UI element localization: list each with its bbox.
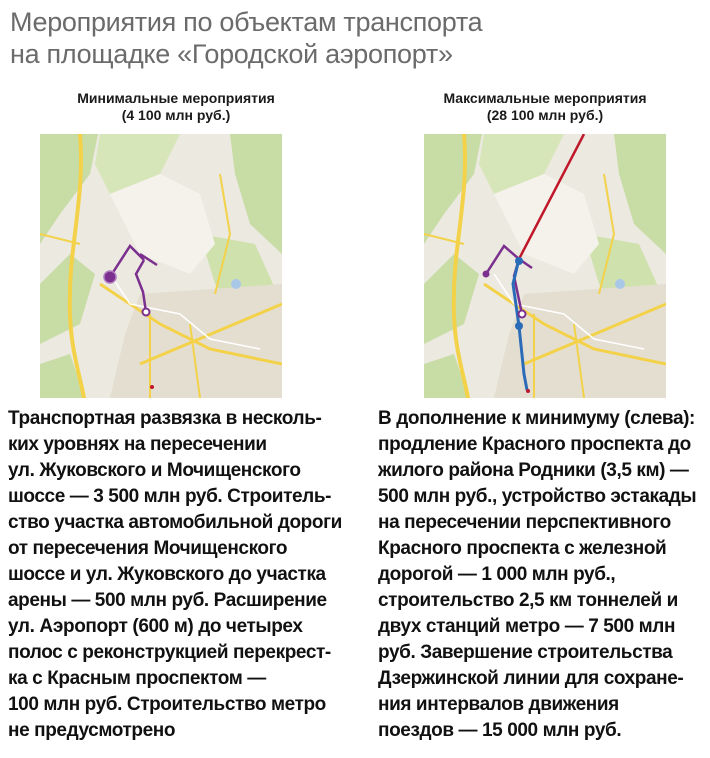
right-description-line: поездов — 15 000 млн руб. — [378, 720, 622, 741]
left-description-line: ство участка автомобильной дороги — [8, 512, 342, 533]
left-map-svg — [40, 134, 282, 398]
right-description-line: руб. Завершение строительства — [378, 642, 673, 663]
title-line-1: Мероприятия по объектам транспорта — [10, 7, 483, 37]
right-description-line: строительство 2,5 км тоннелей и — [378, 590, 678, 611]
right-caption — [405, 90, 685, 124]
left-cost: (4 100 млн руб.) — [121, 107, 231, 123]
right-description-line: В дополнение к минимуму (слева): — [378, 408, 695, 429]
right-description-line: 500 млн руб., устройство эстакады — [378, 486, 697, 507]
left-heading: Минимальные мероприятия — [77, 90, 275, 106]
right-description-line: Дзержинской линии для сохране- — [378, 668, 684, 689]
right-description-line: двух станций метро — 7 500 млн — [378, 616, 676, 637]
left-description-line: ул. Аэропорт (600 м) до четырех — [8, 616, 303, 637]
right-cost: (28 100 млн руб.) — [486, 107, 604, 123]
left-description-line: шоссе — 3 500 млн руб. Строитель- — [8, 486, 332, 507]
left-description-line: ул. Жуковского и Мочищенского — [8, 460, 301, 481]
left-description-line: арены — 500 млн руб. Расширение — [8, 590, 327, 611]
left-description-line: ка с Красным проспектом — — [8, 668, 266, 689]
left-map — [40, 134, 282, 398]
left-description-line: Транспортная развязка в несколь- — [8, 408, 322, 429]
right-description-line: жилого района Родники (3,5 км) — — [378, 460, 689, 481]
right-heading: Максимальные мероприятия — [443, 90, 647, 106]
right-description-line: на пересечении перспективного — [378, 512, 671, 533]
left-description — [8, 406, 342, 744]
title-line-2: на площадке «Городской аэропорт» — [10, 39, 453, 69]
left-description-line: не предусмотрено — [8, 720, 176, 741]
page-title — [10, 6, 700, 70]
left-description-line: от пересечения Мочищенского — [8, 538, 288, 559]
right-map-svg — [424, 134, 666, 398]
right-description — [378, 406, 696, 744]
left-description-line: шоссе и ул. Жуковского до участка — [8, 564, 326, 585]
left-description-line: полос с реконструкцией перекрест- — [8, 642, 331, 663]
right-description-line: ния интервалов движения — [378, 694, 619, 715]
right-description-line: дорогой — 1 000 млн руб., — [378, 564, 616, 585]
right-map — [424, 134, 666, 398]
left-description-line: ких уровнях на пересечении — [8, 434, 267, 455]
right-description-line: продление Красного проспекта до — [378, 434, 691, 455]
left-description-line: 100 млн руб. Строительство метро — [8, 694, 326, 715]
right-description-line: Красного проспекта с железной — [378, 538, 667, 559]
left-caption — [36, 90, 316, 124]
